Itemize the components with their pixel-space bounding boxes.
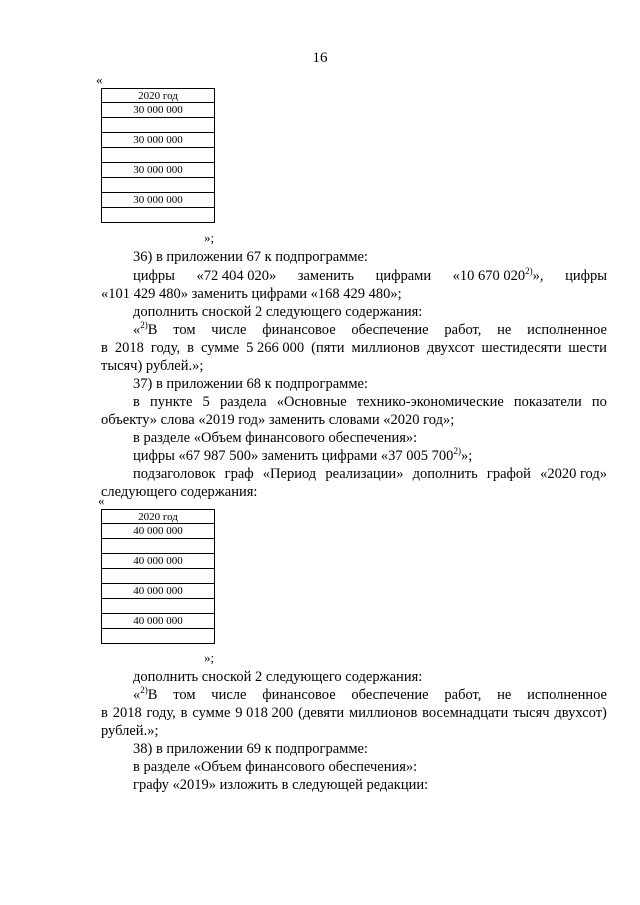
table-2020-second xyxy=(101,509,215,644)
item-36-line-2: цифры «72 404 020» заменить цифрами «10 670 020$^{2)}$», цифры xyxy=(133,266,607,284)
table-cell: 40 000 000 xyxy=(102,584,215,599)
footnote-1-line-3: тысяч) рублей.»; xyxy=(101,358,204,374)
table-cell: 40 000 000 xyxy=(102,554,215,569)
item-37-line-6: подзаголовок граф «Период реализации» дополнить графой «2020 год» xyxy=(133,466,607,482)
item-38-line-2: в разделе «Объем финансового обеспечения»: xyxy=(133,759,418,775)
footnote-1-line-1: «$^{2)}$В том числе финансовое обеспечение работ, не исполненное xyxy=(133,320,607,338)
table-cell-empty xyxy=(102,569,215,584)
quote-close-2: »; xyxy=(204,650,215,665)
item-37-footnote-intro: дополнить сноской 2 следующего содержания: xyxy=(133,669,423,685)
item-37-line-5: цифры «67 987 500» заменить цифрами «37 005 700$^{2)}$»; xyxy=(133,446,473,464)
table-cell: 30 000 000 xyxy=(102,103,215,118)
table-header: 2020 год xyxy=(102,89,215,103)
item-36-line-3: «101 429 480» заменить цифрами «168 429 480»; xyxy=(101,286,402,302)
table-cell-empty xyxy=(102,539,215,554)
item-36-title: 36) в приложении 67 к подпрограмме: xyxy=(133,249,368,265)
item-38-title: 38) в приложении 69 к подпрограмме: xyxy=(133,741,368,757)
footnote-2-line-1: «$^{2)}$В том числе финансовое обеспечение работ, не исполненное xyxy=(133,685,607,703)
table-2020-first xyxy=(101,88,215,223)
item-36-line-4: дополнить сноской 2 следующего содержания: xyxy=(133,304,423,320)
table-cell-empty xyxy=(102,178,215,193)
table-cell: 30 000 000 xyxy=(102,193,215,208)
table-cell-empty xyxy=(102,118,215,133)
footnote-1-line-2: в 2018 году, в сумме 5 266 000 (пяти миллионов двухсот шестидесяти шести xyxy=(101,340,607,356)
table-cell-empty xyxy=(102,599,215,614)
item-37-line-2: в пункте 5 раздела «Основные технико-экономические показатели по xyxy=(133,394,607,410)
item-37-line-7: следующего содержания: xyxy=(101,484,258,500)
table-cell: 30 000 000 xyxy=(102,133,215,148)
page-number: 16 xyxy=(312,50,328,66)
table-cell-empty xyxy=(102,208,215,223)
quote-open-2: « xyxy=(98,493,105,508)
item-37-line-4: в разделе «Объем финансового обеспечения»: xyxy=(133,430,418,446)
table-cell: 40 000 000 xyxy=(102,614,215,629)
table-cell: 30 000 000 xyxy=(102,163,215,178)
table-header: 2020 год xyxy=(102,510,215,524)
table-cell-empty xyxy=(102,629,215,644)
footnote-2-line-2: в 2018 году, в сумме 9 018 200 (девяти миллионов восемнадцати тысяч двухсот) xyxy=(101,705,607,721)
quote-open-1: « xyxy=(96,72,103,87)
item-38-line-3: графу «2019» изложить в следующей редакции: xyxy=(133,777,429,793)
table-cell: 40 000 000 xyxy=(102,524,215,539)
item-37-title: 37) в приложении 68 к подпрограмме: xyxy=(133,376,368,392)
item-37-line-3: объекту» слова «2019 год» заменить словами «2020 год»; xyxy=(101,412,455,428)
footnote-2-line-3: рублей.»; xyxy=(101,723,159,739)
quote-close-1: »; xyxy=(204,230,215,245)
table-cell-empty xyxy=(102,148,215,163)
